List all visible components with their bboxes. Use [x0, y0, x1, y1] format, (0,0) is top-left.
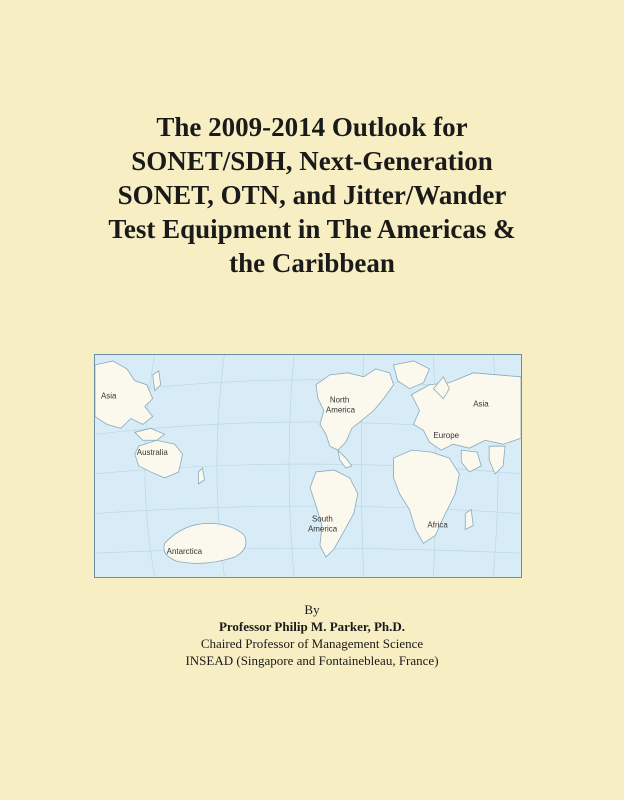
landmass-new-zealand	[199, 468, 205, 484]
landmass-greenland	[394, 361, 430, 389]
title-line-5: the Caribbean	[229, 248, 395, 278]
landmass-antarctica	[164, 523, 246, 563]
author-name: Professor Philip M. Parker, Ph.D.	[218, 619, 406, 634]
map-label-africa: Africa	[427, 520, 448, 530]
title-line-4: Test Equipment in The Americas &	[108, 214, 516, 244]
byline	[40, 601, 584, 669]
world-map	[94, 354, 522, 578]
landmass-australia	[135, 440, 183, 478]
landmass-india	[489, 446, 505, 474]
map-label-australia: Australia	[136, 448, 168, 458]
book-title	[40, 110, 584, 280]
author-position: Chaired Professor of Management Science	[200, 636, 424, 651]
title-line-2: SONET/SDH, Next-Generation	[131, 146, 493, 176]
map-label-europe: Europe	[433, 431, 460, 441]
byline-by: By	[304, 602, 320, 617]
map-label-antarctica: Antarctica	[166, 547, 203, 557]
title-line-1: The 2009-2014 Outlook for	[156, 112, 468, 142]
map-label-asia-right: Asia	[473, 399, 489, 409]
map-label-north-america-1: North	[329, 395, 350, 405]
map-label-south-america-1: South	[311, 514, 333, 524]
landmass-indonesia	[135, 428, 165, 440]
title-line-3: SONET, OTN, and Jitter/Wander	[117, 180, 507, 210]
landmass-arabia	[461, 450, 481, 472]
map-label-north-america-2: America	[325, 405, 356, 415]
landmass-central-america	[338, 450, 352, 468]
landmass-africa	[394, 450, 460, 543]
map-label-asia-left: Asia	[100, 391, 117, 401]
map-label-south-america-2: America	[308, 524, 338, 534]
landmass-madagascar	[465, 510, 473, 530]
author-institution: INSEAD (Singapore and Fontainebleau, France)	[185, 653, 439, 668]
world-map-graphic	[95, 355, 521, 577]
